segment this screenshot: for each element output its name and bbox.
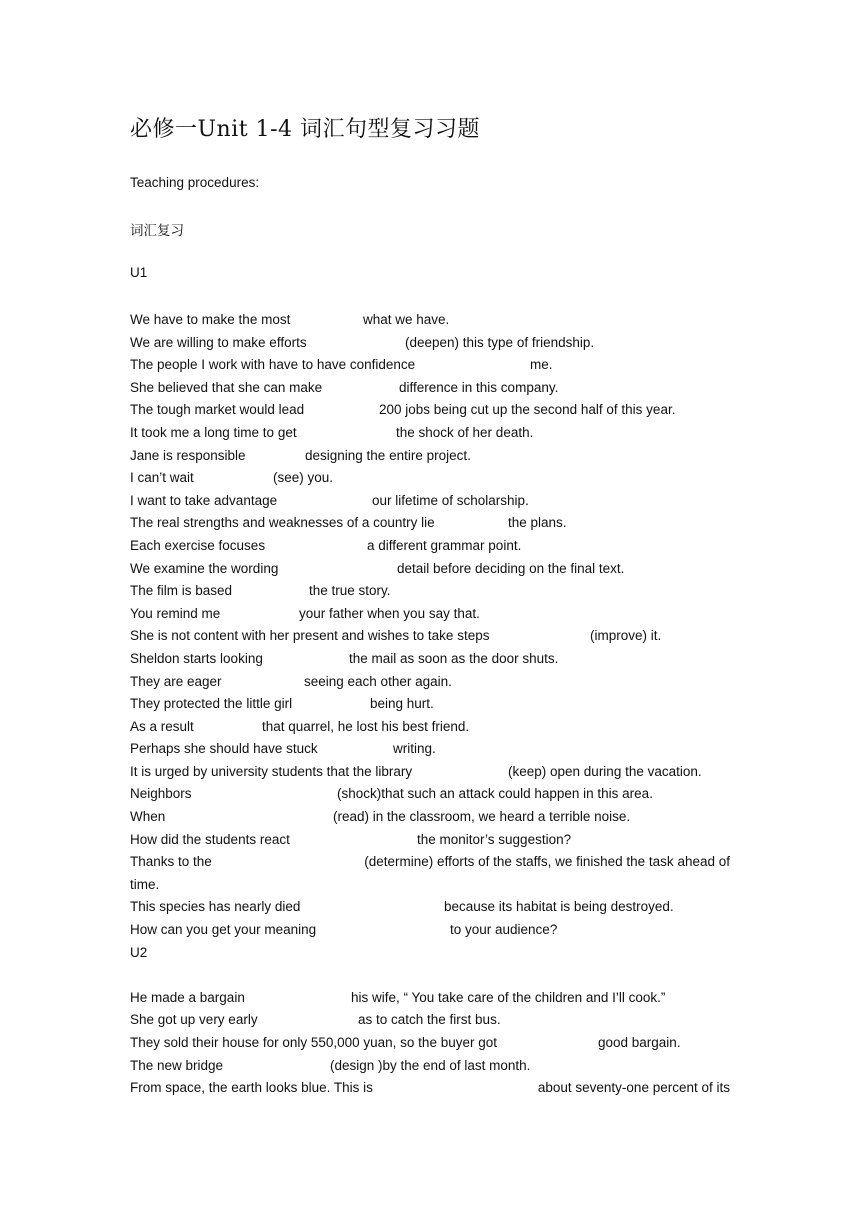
exercise-sentence	[130, 603, 730, 626]
spacer	[130, 964, 730, 987]
sentence-part-before-blank: It is urged by university students that the library	[130, 763, 413, 779]
exercise-sentence	[130, 1055, 730, 1078]
sentence-part-before-blank: She believed that she can make	[130, 379, 323, 395]
exercise-sentence	[130, 761, 730, 784]
sentence-part-before-blank: We examine the wording	[130, 560, 279, 576]
sentence-part-after-blank: (determine) efforts of the staffs, we finished the task ahead of	[364, 854, 730, 870]
exercise-list	[130, 309, 730, 1100]
sentence-part-after-blank: good bargain.	[598, 1035, 681, 1050]
sentence-part-after-blank: what we have.	[363, 312, 450, 327]
sentence-part-after-blank: difference in this company.	[399, 379, 559, 395]
exercise-sentence	[130, 309, 730, 332]
sentence-part-before-blank: Thanks to the	[130, 854, 212, 870]
exercise-sentence	[130, 558, 730, 581]
sentence-part-before-blank: You remind me	[130, 605, 221, 621]
sentence-part-before-blank: The new bridge	[130, 1057, 224, 1073]
sentence-part-after-blank: detail before deciding on the final text.	[397, 560, 625, 576]
sentence-part-after-blank: to your audience?	[450, 922, 558, 938]
sentence-part-after-blank: the monitor’s suggestion?	[417, 831, 572, 847]
sentence-part-after-blank: (read) in the classroom, we heard a terrible noise.	[333, 809, 631, 825]
sentence-part-before-blank: We have to make the most	[130, 312, 291, 327]
sentence-part-before-blank: Neighbors	[130, 786, 192, 802]
exercise-sentence	[130, 422, 730, 445]
sentence-part-after-blank: (deepen) this type of friendship.	[405, 334, 595, 350]
exercise-sentence	[130, 1077, 730, 1100]
sentence-part-before-blank: How did the students react	[130, 831, 290, 847]
exercise-sentence	[130, 490, 730, 513]
exercise-sentence	[130, 783, 730, 806]
sentence-part-after-blank: your father when you say that.	[299, 605, 480, 621]
sentence-part-after-blank: because its habitat is being destroyed.	[444, 899, 674, 915]
exercise-sentence	[130, 1032, 730, 1055]
sentence-part-before-blank: They are eager	[130, 673, 222, 689]
sentence-part-before-blank: As a result	[130, 718, 194, 734]
exercise-sentence	[130, 580, 730, 603]
sentence-part-after-blank: writing.	[393, 741, 436, 757]
sentence-part-after-blank: (improve) it.	[590, 628, 662, 644]
section-label: 词汇复习	[130, 223, 184, 238]
sentence-part-after-blank: that quarrel, he lost his best friend.	[262, 718, 470, 734]
sentence-part-after-blank: me.	[530, 357, 553, 373]
sentence-part-before-blank: It took me a long time to get	[130, 424, 297, 440]
sentence-part-before-blank: The people I work with have to have confidence	[130, 357, 416, 373]
exercise-sentence	[130, 987, 730, 1010]
sentence-part-before-blank: We are willing to make efforts	[130, 334, 307, 350]
unit2-heading: U2	[130, 944, 148, 960]
sentence-part-after-blank: his wife, “ You take care of the children and I’ll cook.”	[351, 989, 666, 1005]
sentence-part-before-blank: He made a bargain	[130, 989, 245, 1005]
document-title: 必修一Unit 1-4 词汇句型复习习题	[130, 117, 481, 142]
sentence-part-before-blank: Perhaps she should have stuck	[130, 741, 318, 757]
sentence-part-before-blank: The real strengths and weaknesses of a country lie	[130, 515, 435, 531]
exercise-sentence	[130, 512, 730, 535]
exercise-sentence	[130, 671, 730, 694]
sentence-part-after-blank: (shock)that such an attack could happen in this area.	[337, 786, 653, 802]
exercise-sentence	[130, 874, 730, 897]
sentence-part-before-blank: I want to take advantage	[130, 492, 278, 508]
exercise-sentence	[130, 625, 730, 648]
exercise-sentence	[130, 716, 730, 739]
exercise-sentence	[130, 806, 730, 829]
sentence-part-after-blank: (see) you.	[273, 470, 334, 486]
sentence-part-before-blank: How can you get your meaning	[130, 922, 317, 938]
sentence-part-after-blank: (design )by the end of last month.	[330, 1057, 531, 1073]
sentence-part-before-blank: I can’t wait	[130, 470, 194, 486]
sentence-part-after-blank: 200 jobs being cut up the second half of this year.	[379, 402, 676, 418]
exercise-sentence	[130, 332, 730, 355]
exercise-sentence	[130, 851, 730, 874]
sentence-part-before-blank: The film is based	[130, 583, 233, 599]
sentence-part-after-blank: designing the entire project.	[305, 447, 471, 463]
exercise-sentence	[130, 693, 730, 716]
sentence-part-before-blank: She is not content with her present and wishes to take steps	[130, 628, 490, 644]
sentence-part-after-blank: the shock of her death.	[396, 424, 534, 440]
sentence-part-before-blank: When	[130, 809, 166, 825]
exercise-sentence	[130, 1009, 730, 1032]
exercise-sentence	[130, 399, 730, 422]
sentence-part-after-blank: the plans.	[508, 515, 567, 531]
unit1-heading: U1	[130, 265, 148, 280]
sentence-part-before-blank: time.	[130, 876, 160, 892]
exercise-sentence	[130, 919, 730, 942]
sentence-part-before-blank: Jane is responsible	[130, 447, 246, 463]
sentence-part-before-blank: Each exercise focuses	[130, 537, 266, 553]
sentence-part-after-blank: our lifetime of scholarship.	[372, 492, 529, 508]
exercise-sentence	[130, 354, 730, 377]
exercise-sentence	[130, 535, 730, 558]
exercise-sentence	[130, 738, 730, 761]
sentence-part-after-blank: about seventy-one percent of its	[537, 1080, 730, 1096]
exercise-sentence	[130, 445, 730, 468]
sentence-part-before-blank: The tough market would lead	[130, 402, 305, 418]
sentence-part-before-blank: This species has nearly died	[130, 899, 301, 915]
sentence-part-after-blank: the true story.	[309, 583, 391, 599]
sentence-part-before-blank: They protected the little girl	[130, 696, 293, 712]
sentence-part-after-blank: the mail as soon as the door shuts.	[349, 650, 559, 666]
sentence-part-before-blank: She got up very early	[130, 1012, 258, 1028]
exercise-sentence	[130, 377, 730, 400]
exercise-sentence	[130, 467, 730, 490]
sentence-part-after-blank: seeing each other again.	[304, 673, 452, 689]
sentence-part-after-blank: as to catch the first bus.	[358, 1012, 501, 1028]
teaching-procedures-label: Teaching procedures:	[130, 175, 260, 190]
sentence-part-after-blank: (keep) open during the vacation.	[508, 763, 702, 779]
sentence-part-after-blank: being hurt.	[370, 696, 434, 712]
exercise-sentence	[130, 648, 730, 671]
sentence-part-before-blank: From space, the earth looks blue. This is	[130, 1080, 373, 1096]
sentence-part-after-blank: a different grammar point.	[367, 537, 522, 553]
exercise-sentence	[130, 896, 730, 919]
exercise-sentence	[130, 829, 730, 852]
sentence-part-before-blank: They sold their house for only 550,000 yuan, so the buyer got	[130, 1035, 497, 1050]
sentence-part-before-blank: Sheldon starts looking	[130, 650, 263, 666]
